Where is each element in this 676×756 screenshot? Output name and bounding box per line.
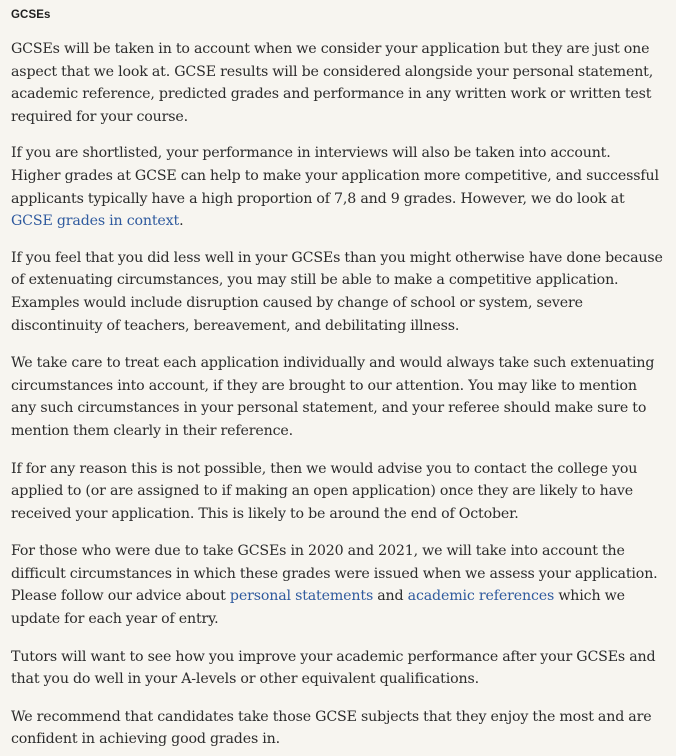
paragraph-text: which we update for each year of entry. (11, 588, 625, 628)
paragraph-text: For those who were due to take GCSEs in 2020 and 2021, we will take into account the difficult circumstances in which these grades were issued when we assess your application. Please follow our advice about (11, 543, 658, 605)
paragraph-individual-treatment: We take care to treat each application individually and would always take such extenuating circumstances into account, if they are brought to our attention. You may like to mention any such circumstances in your personal statement, and your referee should make sure to mention them clearly in their reference. (11, 355, 655, 439)
paragraph-improvement: Tutors will want to see how you improve your academic performance after your GCSEs and that you do well in your A-levels or other equivalent qualifications. (11, 648, 656, 688)
paragraph-contact-college: If for any reason this is not possible, then we would advise you to contact the college you applied to (or are assigned to if making an open application) once they are likely to have received your application. This is likely to be around the end of October. (11, 460, 638, 522)
paragraph-shortlisting (11, 142, 666, 232)
paragraph-2020-2021 (11, 540, 666, 630)
section-heading: GCSEs (11, 9, 51, 21)
gcse-grades-in-context-link[interactable]: GCSE grades in context (11, 213, 180, 230)
paragraph-text: and (373, 588, 408, 605)
paragraph-overview: GCSEs will be taken in to account when we consider your application but they are just one aspect that we look at. GCSE results will be considered alongside your personal statement, academic reference, predicted grades and performance in any written work or written test required for your course. (11, 41, 654, 125)
paragraph-extenuating-circumstances: If you feel that you did less well in your GCSEs than you might otherwise have done because of extenuating circumstances, you may still be able to make a competitive application. Examples would include disruption caused by change of school or system, severe discontinuity of teachers, bereavement, and debilitating illness. (11, 249, 663, 334)
paragraph-text: . (179, 213, 184, 230)
academic-references-link[interactable]: academic references (407, 588, 555, 605)
paragraph-text: If you are shortlisted, your performance in interviews will also be taken into account. (11, 145, 611, 162)
paragraph-text: Higher grades at GCSE can help to make your application more competitive, and successful applicants typically have a high proportion of 7,8 and 9 grades. However, we do look at (11, 167, 659, 207)
personal-statements-link[interactable]: personal statements (229, 588, 374, 605)
paragraph-recommendation: We recommend that candidates take those GCSE subjects that they enjoy the most and are confident in achieving good grades in. (11, 708, 652, 748)
